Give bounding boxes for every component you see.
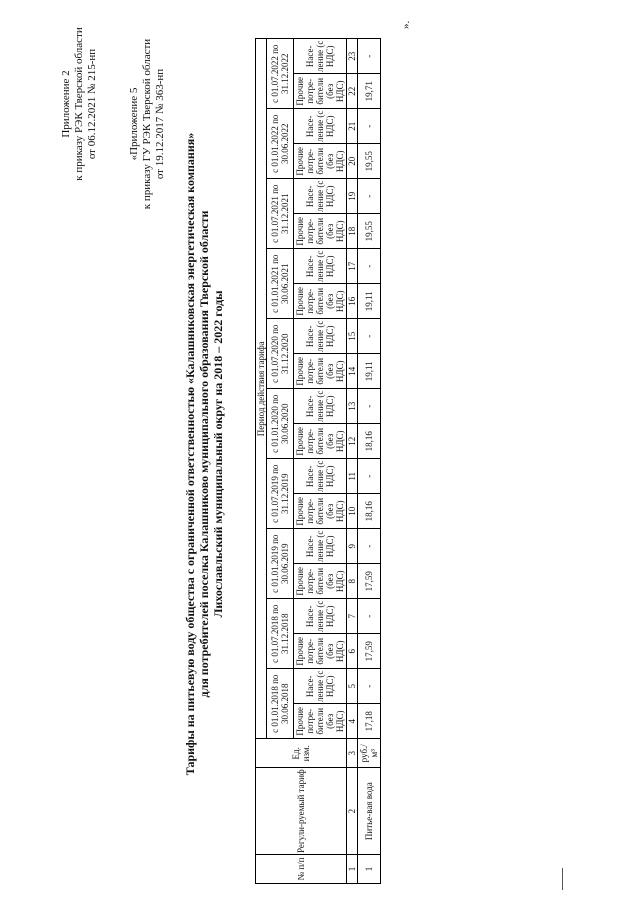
subheader-population: Насе-ление (с НДС) [294, 319, 347, 354]
appendix-2-line1: Приложение 2 [60, 70, 72, 138]
tariff-value: 19,55 [358, 214, 381, 249]
subheader-other: Прочие потре-бители (без НДС) [294, 284, 347, 319]
appendix-5-line1: «Приложение 5 [128, 87, 140, 161]
header-num: № п/п [256, 855, 347, 884]
subheader-population: Насе-ление (с НДС) [294, 179, 347, 214]
subheader-population: Насе-ление (с НДС) [294, 249, 347, 284]
subheader-population: Насе-ление (с НДС) [294, 459, 347, 494]
subheader-other: Прочие потре-бители (без НДС) [294, 704, 347, 739]
period-header: с 01.07.2019 по 31.12.2019 [267, 459, 294, 529]
subheader-other: Прочие потре-бители (без НДС) [294, 424, 347, 459]
subheader-other: Прочие потре-бители (без НДС) [294, 564, 347, 599]
closing-quote: ». [400, 20, 412, 29]
column-number: 13 [347, 389, 358, 424]
tariff-value: - [358, 109, 381, 144]
period-header: с 01.07.2018 по 31.12.2018 [267, 599, 294, 669]
tariff-value: - [358, 389, 381, 424]
row-num: 1 [358, 855, 381, 884]
row-unit: руб./м³ [358, 739, 381, 768]
column-number: 3 [347, 739, 358, 768]
subheader-other: Прочие потре-бители (без НДС) [294, 634, 347, 669]
period-header: с 01.01.2022 по 30.06.2022 [267, 109, 294, 179]
title-line2: для потребителей поселка Калашниково муниципального образования Тверской области [197, 210, 211, 698]
period-header: с 01.07.2021 по 31.12.2021 [267, 179, 294, 249]
column-number: 1 [347, 855, 358, 884]
tariff-value: 17,59 [358, 634, 381, 669]
column-number: 9 [347, 529, 358, 564]
column-number: 11 [347, 459, 358, 494]
tariff-value: 19,11 [358, 284, 381, 319]
period-header: с 01.01.2019 по 30.06.2019 [267, 529, 294, 599]
subheader-population: Насе-ление (с НДС) [294, 669, 347, 704]
column-number: 19 [347, 179, 358, 214]
subheader-other: Прочие потре-бители (без НДС) [294, 494, 347, 529]
column-number: 23 [347, 39, 358, 74]
column-number: 7 [347, 599, 358, 634]
subheader-population: Насе-ление (с НДС) [294, 529, 347, 564]
subheader-other: Прочие потре-бители (без НДС) [294, 74, 347, 109]
column-number: 15 [347, 319, 358, 354]
column-number: 16 [347, 284, 358, 319]
appendix-5-line2: к приказу ГУ РЭК Тверской области [141, 38, 153, 210]
column-number: 14 [347, 354, 358, 389]
tariff-value: 18,16 [358, 494, 381, 529]
appendix-2-note [60, 4, 99, 204]
appendix-2-line2: к приказу РЭК Тверской области [73, 27, 85, 181]
header-unit: Ед. изм. [256, 739, 347, 768]
tariff-value: - [358, 599, 381, 634]
column-number: 10 [347, 494, 358, 529]
column-number: 21 [347, 109, 358, 144]
tariff-value: - [358, 39, 381, 74]
tariff-value: 18,16 [358, 424, 381, 459]
title-line1: Тарифы на питьевую воду общества с ограниченной ответственностью «Калашниковская энергетическая компания» [183, 132, 197, 776]
tariff-value: - [358, 459, 381, 494]
footer-rule [562, 868, 563, 890]
period-header: с 01.01.2021 по 30.06.2021 [267, 249, 294, 319]
row-name: Питье-вая вода [358, 768, 381, 855]
column-number: 8 [347, 564, 358, 599]
tariff-value: - [358, 319, 381, 354]
column-number: 18 [347, 214, 358, 249]
column-number: 4 [347, 704, 358, 739]
column-number: 2 [347, 768, 358, 855]
subheader-other: Прочие потре-бители (без НДС) [294, 354, 347, 389]
tariff-value: 19,71 [358, 74, 381, 109]
document-title [183, 124, 225, 784]
column-number: 12 [347, 424, 358, 459]
column-number: 5 [347, 669, 358, 704]
period-header: с 01.07.2020 по 31.12.2020 [267, 319, 294, 389]
subheader-population: Насе-ление (с НДС) [294, 39, 347, 74]
header-tariff: Регули-руемый тариф [256, 768, 347, 855]
appendix-5-note [128, 4, 167, 244]
tariff-value: 17,18 [358, 704, 381, 739]
column-number: 20 [347, 144, 358, 179]
appendix-5-line3: от 19.12.2017 № 363-нп [154, 68, 166, 180]
header-period: Период действия тарифа [256, 39, 267, 739]
tariff-value: - [358, 179, 381, 214]
subheader-other: Прочие потре-бители (без НДС) [294, 144, 347, 179]
period-header: с 01.07.2022 по 31.12.2022 [267, 39, 294, 109]
column-number: 6 [347, 634, 358, 669]
title-line3: Лихославльский муниципальный округ на 2018 – 2022 годы [211, 290, 225, 618]
tariff-table [255, 38, 381, 884]
tariff-value: 17,59 [358, 564, 381, 599]
subheader-population: Насе-ление (с НДС) [294, 389, 347, 424]
period-header: с 01.01.2018 по 30.06.2018 [267, 669, 294, 739]
column-number: 17 [347, 249, 358, 284]
subheader-population: Насе-ление (с НДС) [294, 109, 347, 144]
subheader-other: Прочие потре-бители (без НДС) [294, 214, 347, 249]
appendix-2-line3: от 06.12.2021 № 215-нп [86, 48, 98, 160]
tariff-value: - [358, 669, 381, 704]
tariff-value: - [358, 529, 381, 564]
column-number: 22 [347, 74, 358, 109]
period-header: с 01.01.2020 по 30.06.2020 [267, 389, 294, 459]
subheader-population: Насе-ление (с НДС) [294, 599, 347, 634]
tariff-value: 19,11 [358, 354, 381, 389]
tariff-value: - [358, 249, 381, 284]
tariff-value: 19,55 [358, 144, 381, 179]
